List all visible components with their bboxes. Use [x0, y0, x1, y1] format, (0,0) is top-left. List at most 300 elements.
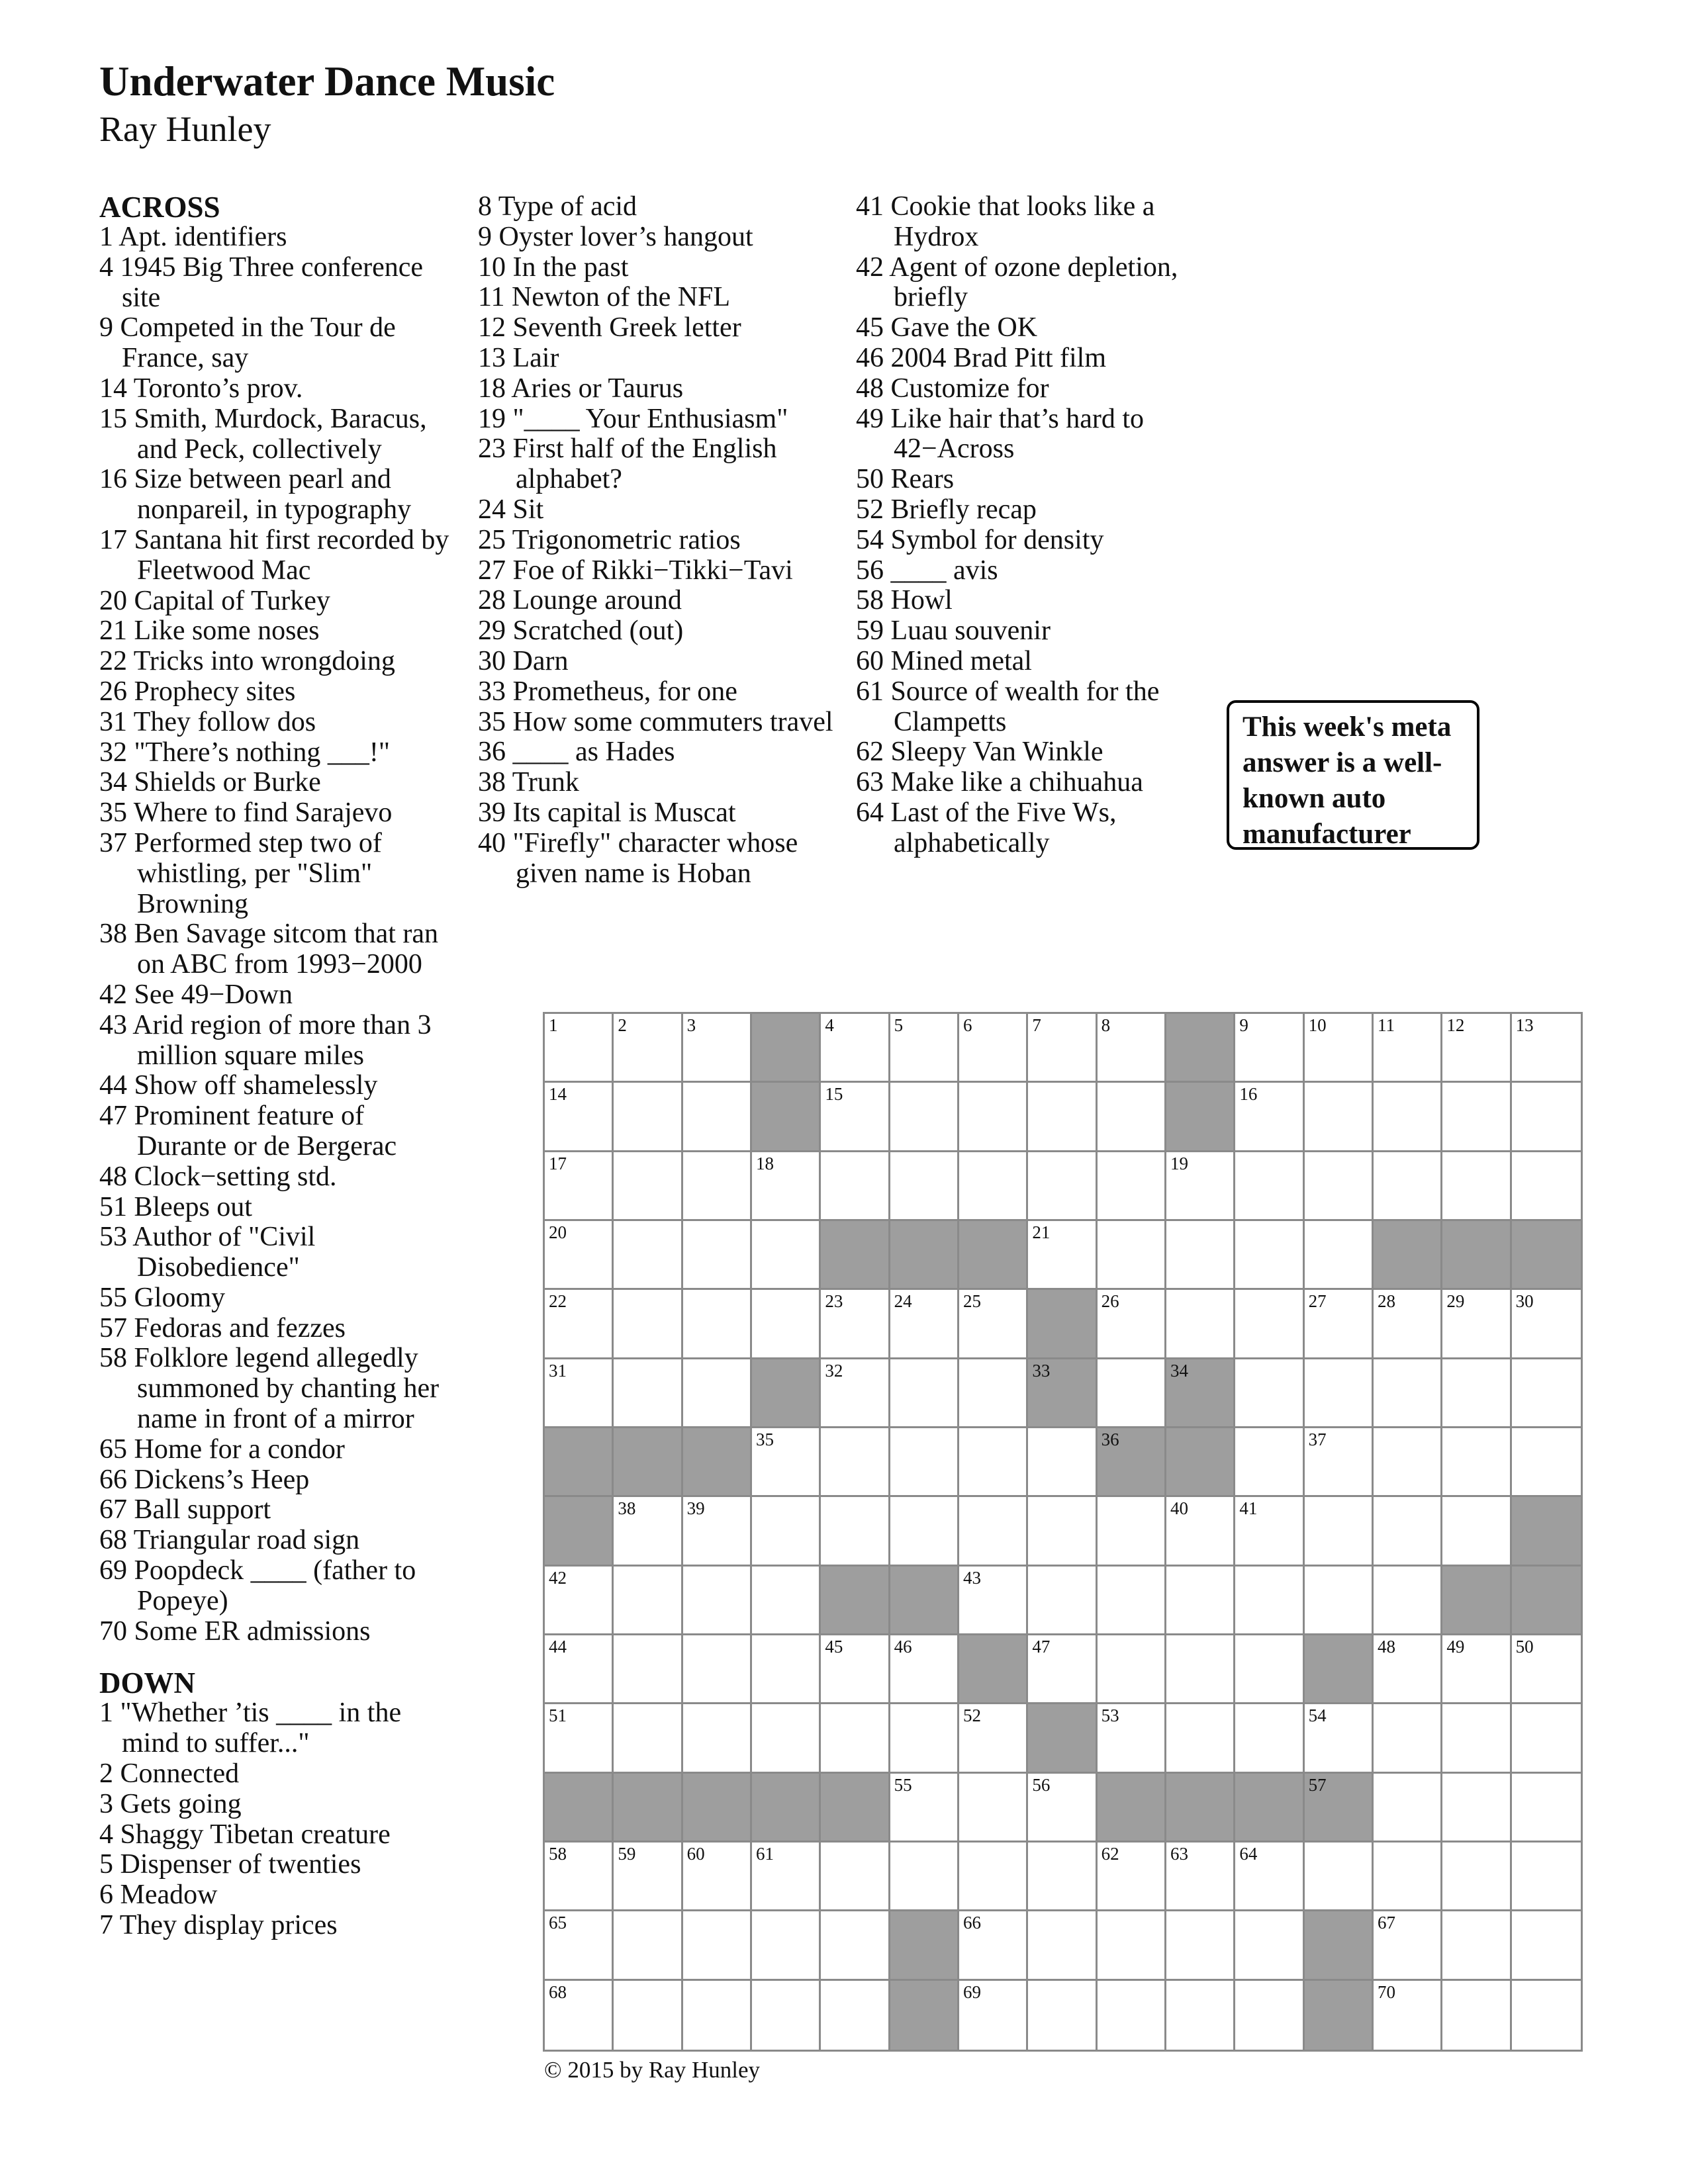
- grid-cell[interactable]: [1235, 1704, 1304, 1773]
- grid-cell[interactable]: [1235, 1843, 1304, 1911]
- clue-number: 64: [856, 797, 884, 828]
- grid-cell[interactable]: [545, 1911, 614, 1980]
- black-square: [1374, 1221, 1442, 1290]
- clue-number: 41: [856, 191, 884, 222]
- grid-cell[interactable]: [890, 1704, 959, 1773]
- cell-number: 16: [1239, 1084, 1258, 1105]
- clue-text: Darn: [512, 645, 569, 676]
- down-clue: [99, 1759, 457, 1790]
- grid-cell[interactable]: [1098, 1843, 1166, 1911]
- cell-number: 40: [1170, 1498, 1188, 1519]
- cell-number: 45: [825, 1637, 843, 1657]
- grid-cell[interactable]: [614, 1911, 682, 1980]
- down-clue: [478, 556, 835, 586]
- across-clue: [99, 313, 457, 374]
- grid-cell[interactable]: [1442, 1704, 1511, 1773]
- grid-cell[interactable]: [1374, 1567, 1442, 1635]
- down-clue: [856, 556, 1213, 586]
- clue-text: Show off shamelessly: [134, 1070, 378, 1101]
- grid-cell[interactable]: [1028, 1774, 1097, 1843]
- grid-cell[interactable]: [752, 1635, 821, 1704]
- grid-cell[interactable]: [1512, 1083, 1581, 1152]
- down-clue: [478, 192, 835, 222]
- clue-number: 54: [856, 524, 884, 555]
- down-clue: [478, 374, 835, 404]
- clue-text: Dispenser of twenties: [120, 1849, 361, 1880]
- clue-number: 1: [99, 1698, 113, 1729]
- grid-cell[interactable]: [683, 1221, 752, 1290]
- cell-number: 14: [549, 1084, 567, 1105]
- grid-cell[interactable]: [614, 1567, 682, 1635]
- grid-cell[interactable]: [1305, 1152, 1374, 1221]
- black-square: [683, 1774, 752, 1843]
- grid-cell[interactable]: [683, 1290, 752, 1359]
- grid-cell[interactable]: [1442, 1428, 1511, 1497]
- grid-cell[interactable]: [614, 1014, 682, 1083]
- grid-cell[interactable]: [1166, 1221, 1235, 1290]
- grid-cell[interactable]: [1098, 1152, 1166, 1221]
- grid-cell[interactable]: [1305, 1221, 1374, 1290]
- grid-cell[interactable]: [1098, 1635, 1166, 1704]
- grid-cell[interactable]: [1098, 1911, 1166, 1980]
- grid-cell[interactable]: [1305, 1428, 1374, 1497]
- grid-cell[interactable]: [1235, 1152, 1304, 1221]
- grid-cell[interactable]: [1442, 1635, 1511, 1704]
- black-square: [1305, 1774, 1374, 1843]
- grid-cell[interactable]: [1235, 1635, 1304, 1704]
- grid-cell[interactable]: [545, 1567, 614, 1635]
- grid-cell[interactable]: [1098, 1497, 1166, 1566]
- grid-cell[interactable]: [614, 1497, 682, 1566]
- clue-text: Some ER admissions: [134, 1615, 371, 1647]
- grid-cell[interactable]: [752, 1567, 821, 1635]
- grid-cell[interactable]: [545, 1083, 614, 1152]
- grid-cell[interactable]: [1374, 1635, 1442, 1704]
- cell-number: 31: [549, 1360, 567, 1381]
- down-clue: [856, 343, 1213, 374]
- across-clue: [99, 1222, 457, 1283]
- across-clue: [99, 1525, 457, 1556]
- grid-cell[interactable]: [1374, 1290, 1442, 1359]
- grid-cell[interactable]: [959, 1981, 1028, 2050]
- grid-cell[interactable]: [683, 1911, 752, 1980]
- grid-cell[interactable]: [890, 1843, 959, 1911]
- grid-cell[interactable]: [959, 1567, 1028, 1635]
- cell-number: 21: [1032, 1222, 1051, 1242]
- grid-cell[interactable]: [1442, 1497, 1511, 1566]
- grid-cell[interactable]: [890, 1152, 959, 1221]
- grid-cell[interactable]: [1442, 1290, 1511, 1359]
- clue-number: 60: [856, 645, 884, 676]
- grid-cell[interactable]: [683, 1635, 752, 1704]
- grid-cell[interactable]: [1305, 1083, 1374, 1152]
- grid-cell[interactable]: [1235, 1981, 1304, 2050]
- grid-cell[interactable]: [890, 1290, 959, 1359]
- grid-cell[interactable]: [545, 1014, 614, 1083]
- grid-cell[interactable]: [1374, 1428, 1442, 1497]
- clue-text: Home for a condor: [134, 1433, 345, 1465]
- grid-cell[interactable]: [1442, 1911, 1511, 1980]
- grid-cell[interactable]: [959, 1497, 1028, 1566]
- grid-cell[interactable]: [1305, 1704, 1374, 1773]
- grid-cell[interactable]: [1305, 1843, 1374, 1911]
- down-clue: [478, 798, 835, 829]
- down-clue: [478, 829, 835, 889]
- grid-cell[interactable]: [1374, 1704, 1442, 1773]
- clue-text: Tricks into wrongdoing: [133, 646, 395, 677]
- grid-cell[interactable]: [1098, 1290, 1166, 1359]
- cell-number: 27: [1308, 1291, 1327, 1312]
- grid-cell[interactable]: [752, 1428, 821, 1497]
- clue-number: 17: [99, 524, 127, 555]
- grid-cell[interactable]: [683, 1014, 752, 1083]
- grid-cell[interactable]: [545, 1981, 614, 2050]
- grid-cell[interactable]: [1305, 1567, 1374, 1635]
- cell-number: 43: [963, 1567, 981, 1588]
- grid-cell[interactable]: [752, 1152, 821, 1221]
- grid-cell[interactable]: [959, 1843, 1028, 1911]
- grid-cell[interactable]: [1166, 1497, 1235, 1566]
- clue-text: "Whether ’tis ____ in the mind to suffer...": [120, 1698, 402, 1759]
- down-clue: [856, 677, 1213, 738]
- down-clue: [99, 1820, 457, 1850]
- black-square: [890, 1567, 959, 1635]
- grid-cell[interactable]: [545, 1635, 614, 1704]
- grid-cell[interactable]: [752, 1843, 821, 1911]
- grid-cell[interactable]: [1374, 1359, 1442, 1428]
- grid-cell[interactable]: [1028, 1567, 1097, 1635]
- across-clue: [99, 586, 457, 617]
- down-clue: [856, 192, 1213, 253]
- down-clue: [856, 525, 1213, 556]
- clue-column-3: [856, 192, 1213, 859]
- grid-cell[interactable]: [821, 1290, 890, 1359]
- grid-cell[interactable]: [1512, 1774, 1581, 1843]
- grid-cell[interactable]: [614, 1221, 682, 1290]
- grid-cell[interactable]: [1374, 1497, 1442, 1566]
- grid-cell[interactable]: [683, 1843, 752, 1911]
- grid-cell[interactable]: [1028, 1221, 1097, 1290]
- cell-number: 70: [1378, 1981, 1395, 2002]
- grid-cell[interactable]: [1305, 1497, 1374, 1566]
- across-clue: [99, 1556, 457, 1617]
- grid-cell[interactable]: [1235, 1911, 1304, 1980]
- down-clue: [478, 404, 835, 435]
- grid-cell[interactable]: [821, 1083, 890, 1152]
- grid-cell[interactable]: [821, 1843, 890, 1911]
- grid-cell[interactable]: [821, 1704, 890, 1773]
- grid-cell[interactable]: [545, 1704, 614, 1773]
- grid-cell[interactable]: [1098, 1221, 1166, 1290]
- clue-number: 10: [478, 251, 506, 283]
- grid-cell[interactable]: [545, 1152, 614, 1221]
- grid-cell[interactable]: [1512, 1635, 1581, 1704]
- grid-cell[interactable]: [1166, 1911, 1235, 1980]
- grid-cell[interactable]: [1512, 1704, 1581, 1773]
- grid-cell[interactable]: [1442, 1359, 1511, 1428]
- grid-cell[interactable]: [1166, 1843, 1235, 1911]
- clue-text: Folklore legend allegedly summoned by chanting her name in front of a mirror: [134, 1343, 440, 1435]
- grid-cell[interactable]: [959, 1774, 1028, 1843]
- grid-cell[interactable]: [1305, 1014, 1374, 1083]
- grid-cell[interactable]: [890, 1083, 959, 1152]
- grid-cell[interactable]: [1235, 1290, 1304, 1359]
- clue-number: 21: [99, 615, 127, 647]
- grid-cell[interactable]: [683, 1359, 752, 1428]
- grid-cell[interactable]: [1512, 1290, 1581, 1359]
- grid-cell[interactable]: [1235, 1014, 1304, 1083]
- clue-number: 42: [99, 979, 127, 1010]
- clue-text: Its capital is Muscat: [512, 797, 736, 828]
- clue-text: Meadow: [120, 1880, 218, 1911]
- grid-cell[interactable]: [821, 1497, 890, 1566]
- black-square: [1098, 1428, 1166, 1497]
- clue-text: Source of wealth for the Clampetts: [890, 676, 1160, 737]
- cell-number: 32: [825, 1360, 843, 1381]
- grid-cell[interactable]: [1512, 1152, 1581, 1221]
- grid-cell[interactable]: [1166, 1290, 1235, 1359]
- grid-cell[interactable]: [614, 1083, 682, 1152]
- grid-cell[interactable]: [959, 1359, 1028, 1428]
- grid-cell[interactable]: [821, 1014, 890, 1083]
- clue-number: 45: [856, 312, 884, 343]
- clue-text: Prominent feature of Durante or de Bergerac: [134, 1101, 397, 1161]
- grid-cell[interactable]: [1374, 1911, 1442, 1980]
- grid-cell[interactable]: [890, 1774, 959, 1843]
- grid-cell[interactable]: [1374, 1843, 1442, 1911]
- grid-cell[interactable]: [1098, 1083, 1166, 1152]
- grid-cell[interactable]: [683, 1567, 752, 1635]
- grid-cell[interactable]: [821, 1359, 890, 1428]
- clue-text: 1945 Big Three conference site: [120, 251, 424, 313]
- grid-cell[interactable]: [959, 1083, 1028, 1152]
- clue-number: 30: [478, 645, 506, 676]
- grid-cell[interactable]: [1374, 1152, 1442, 1221]
- grid-cell[interactable]: [1305, 1290, 1374, 1359]
- grid-cell[interactable]: [1028, 1843, 1097, 1911]
- grid-cell[interactable]: [752, 1704, 821, 1773]
- cell-number: 59: [618, 1844, 636, 1864]
- grid-cell[interactable]: [959, 1704, 1028, 1773]
- grid-cell[interactable]: [959, 1290, 1028, 1359]
- grid-cell[interactable]: [1028, 1911, 1097, 1980]
- clue-number: 47: [99, 1101, 127, 1132]
- puzzle-author: Ray Hunley: [99, 109, 271, 149]
- grid-cell[interactable]: [545, 1290, 614, 1359]
- grid-cell[interactable]: [959, 1014, 1028, 1083]
- grid-cell[interactable]: [1028, 1428, 1097, 1497]
- grid-cell[interactable]: [614, 1843, 682, 1911]
- clue-text: Symbol for density: [890, 524, 1104, 555]
- grid-cell[interactable]: [1512, 1428, 1581, 1497]
- clue-number: 2: [99, 1758, 113, 1790]
- grid-cell[interactable]: [614, 1981, 682, 2050]
- grid-cell[interactable]: [1442, 1843, 1511, 1911]
- grid-cell[interactable]: [1098, 1704, 1166, 1773]
- black-square: [1442, 1221, 1511, 1290]
- cell-number: 33: [1032, 1360, 1051, 1381]
- grid-cell[interactable]: [1374, 1083, 1442, 1152]
- down-heading: DOWN: [99, 1666, 195, 1700]
- grid-cell[interactable]: [752, 1221, 821, 1290]
- grid-cell[interactable]: [683, 1083, 752, 1152]
- across-clue: [99, 1162, 457, 1193]
- cell-number: 60: [686, 1844, 705, 1864]
- grid-cell[interactable]: [1512, 1014, 1581, 1083]
- cell-number: 50: [1515, 1637, 1534, 1657]
- down-clue: [478, 495, 835, 525]
- grid-cell[interactable]: [1235, 1083, 1304, 1152]
- black-square: [959, 1635, 1028, 1704]
- grid-cell[interactable]: [1166, 1981, 1235, 2050]
- across-clue: [99, 253, 457, 314]
- black-square: [752, 1359, 821, 1428]
- grid-cell[interactable]: [821, 1981, 890, 2050]
- grid-cell[interactable]: [752, 1497, 821, 1566]
- grid-cell[interactable]: [1166, 1635, 1235, 1704]
- clue-text: Smith, Murdock, Baracus, and Peck, collectively: [134, 403, 427, 465]
- grid-cell[interactable]: [1305, 1359, 1374, 1428]
- clue-text: Shields or Burke: [134, 767, 321, 798]
- clue-number: 69: [99, 1555, 127, 1586]
- grid-cell[interactable]: [890, 1428, 959, 1497]
- grid-cell[interactable]: [1235, 1221, 1304, 1290]
- down-clue: [478, 647, 835, 677]
- cell-number: 30: [1515, 1291, 1534, 1312]
- grid-cell[interactable]: [1374, 1014, 1442, 1083]
- across-clue: [99, 829, 457, 919]
- cell-number: 68: [549, 1981, 567, 2002]
- clue-number: 58: [99, 1343, 127, 1374]
- clue-text: Seventh Greek letter: [512, 312, 741, 343]
- down-clue: [856, 404, 1213, 465]
- clue-text: Dickens’s Heep: [134, 1464, 310, 1495]
- grid-cell[interactable]: [1098, 1014, 1166, 1083]
- grid-cell[interactable]: [1374, 1981, 1442, 2050]
- across-heading: ACROSS: [99, 191, 220, 224]
- grid-cell[interactable]: [1235, 1359, 1304, 1428]
- grid-cell[interactable]: [1235, 1428, 1304, 1497]
- grid-cell[interactable]: [614, 1635, 682, 1704]
- grid-cell[interactable]: [959, 1911, 1028, 1980]
- grid-cell[interactable]: [614, 1290, 682, 1359]
- clue-text: Triangular road sign: [133, 1525, 360, 1556]
- grid-cell[interactable]: [821, 1911, 890, 1980]
- cell-number: 5: [894, 1015, 904, 1035]
- clue-text: In the past: [512, 251, 629, 283]
- grid-cell[interactable]: [1442, 1083, 1511, 1152]
- clue-text: See 49−Down: [134, 979, 293, 1010]
- grid-cell[interactable]: [752, 1911, 821, 1980]
- down-clue: [99, 1911, 457, 1941]
- cell-number: 58: [549, 1844, 567, 1864]
- grid-cell[interactable]: [752, 1290, 821, 1359]
- grid-cell[interactable]: [1166, 1152, 1235, 1221]
- grid-cell[interactable]: [752, 1981, 821, 2050]
- grid-cell[interactable]: [1235, 1567, 1304, 1635]
- grid-cell[interactable]: [821, 1152, 890, 1221]
- grid-cell[interactable]: [1098, 1359, 1166, 1428]
- grid-cell[interactable]: [1028, 1152, 1097, 1221]
- black-square: [752, 1083, 821, 1152]
- grid-cell[interactable]: [683, 1981, 752, 2050]
- grid-cell[interactable]: [959, 1428, 1028, 1497]
- cell-number: 11: [1378, 1015, 1395, 1035]
- cell-number: 7: [1032, 1015, 1041, 1035]
- grid-cell[interactable]: [959, 1152, 1028, 1221]
- grid-cell[interactable]: [1512, 1843, 1581, 1911]
- clue-number: 13: [478, 342, 506, 373]
- grid-cell[interactable]: [614, 1359, 682, 1428]
- grid-cell[interactable]: [890, 1014, 959, 1083]
- clue-text: Author of "Civil Disobedience": [132, 1222, 316, 1283]
- grid-cell[interactable]: [1442, 1774, 1511, 1843]
- grid-cell[interactable]: [1028, 1083, 1097, 1152]
- grid-cell[interactable]: [1098, 1567, 1166, 1635]
- grid-cell[interactable]: [614, 1704, 682, 1773]
- grid-cell[interactable]: [890, 1359, 959, 1428]
- grid-cell[interactable]: [890, 1635, 959, 1704]
- grid-cell[interactable]: [1098, 1981, 1166, 2050]
- grid-cell[interactable]: [1028, 1981, 1097, 2050]
- grid-cell[interactable]: [1512, 1911, 1581, 1980]
- grid-cell[interactable]: [821, 1635, 890, 1704]
- grid-cell[interactable]: [1512, 1359, 1581, 1428]
- grid-cell[interactable]: [545, 1843, 614, 1911]
- clue-text: 2004 Brad Pitt film: [890, 342, 1106, 373]
- grid-cell[interactable]: [1442, 1981, 1511, 2050]
- clue-number: 53: [99, 1222, 127, 1253]
- grid-cell[interactable]: [1028, 1014, 1097, 1083]
- down-clue: [99, 1790, 457, 1820]
- down-clue: [856, 495, 1213, 525]
- grid-cell[interactable]: [1442, 1014, 1511, 1083]
- grid-cell[interactable]: [1166, 1567, 1235, 1635]
- grid-cell[interactable]: [1166, 1704, 1235, 1773]
- grid-cell[interactable]: [821, 1428, 890, 1497]
- grid-cell[interactable]: [545, 1359, 614, 1428]
- grid-cell[interactable]: [1235, 1497, 1304, 1566]
- grid-cell[interactable]: [1374, 1774, 1442, 1843]
- grid-cell[interactable]: [614, 1152, 682, 1221]
- black-square: [1305, 1635, 1374, 1704]
- clue-number: 25: [478, 524, 506, 555]
- grid-cell[interactable]: [1512, 1981, 1581, 2050]
- grid-cell[interactable]: [1028, 1497, 1097, 1566]
- down-clue: [478, 768, 835, 798]
- cell-number: 19: [1170, 1153, 1188, 1173]
- black-square: [821, 1221, 890, 1290]
- clue-number: 67: [99, 1494, 127, 1525]
- grid-cell[interactable]: [890, 1497, 959, 1566]
- grid-cell[interactable]: [683, 1152, 752, 1221]
- clue-number: 46: [856, 342, 884, 373]
- black-square: [1166, 1774, 1235, 1843]
- grid-cell[interactable]: [683, 1497, 752, 1566]
- clue-text: Performed step two of whistling, per "Slim" Browning: [134, 827, 382, 919]
- black-square: [752, 1014, 821, 1083]
- black-square: [821, 1774, 890, 1843]
- down-clue: [478, 222, 835, 253]
- grid-cell[interactable]: [545, 1221, 614, 1290]
- down-clue: [478, 253, 835, 283]
- grid-cell[interactable]: [1028, 1635, 1097, 1704]
- clue-number: 59: [856, 615, 884, 647]
- down-clue: [478, 434, 835, 495]
- clue-text: Newton of the NFL: [511, 282, 731, 313]
- grid-cell[interactable]: [683, 1704, 752, 1773]
- grid-cell[interactable]: [1442, 1152, 1511, 1221]
